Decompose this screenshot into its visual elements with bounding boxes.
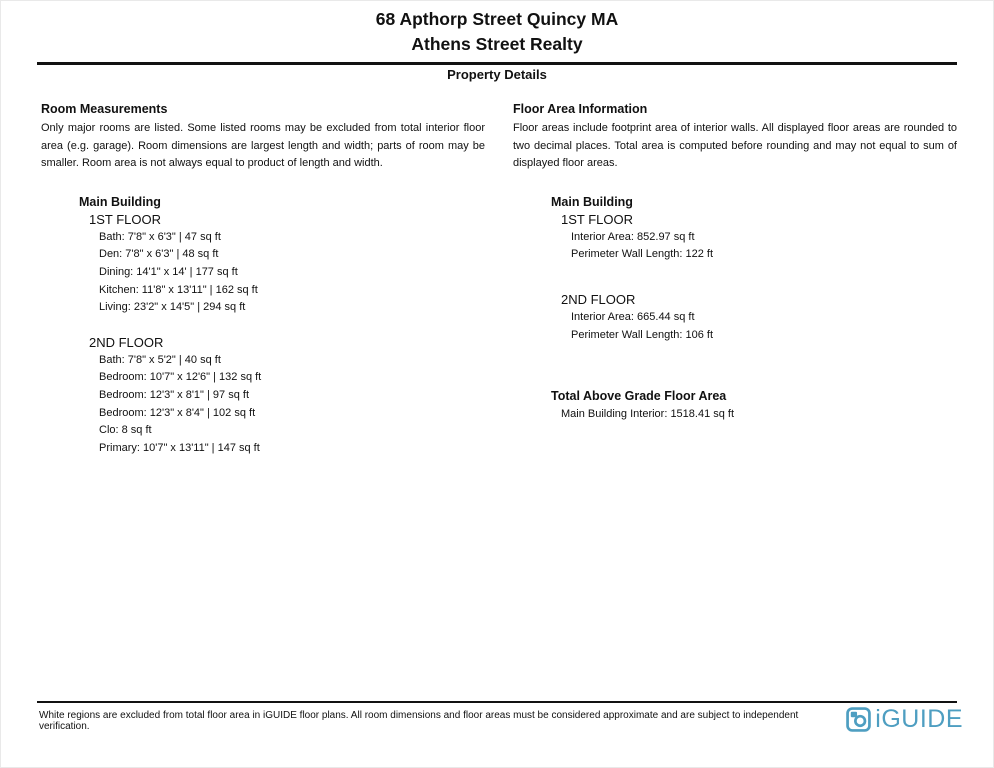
room-entry: Den: 7'8" x 6'3" | 48 sq ft [99,248,219,261]
iguide-logo [846,706,963,732]
property-address: 68 Apthorp Street Quincy MA [375,9,619,29]
page-title: Property Details [447,67,547,82]
floor-block-1st [79,211,485,317]
floor-area-block-1st [551,211,957,264]
room-measurements-section [41,102,485,457]
floor-area-block-2nd [551,291,957,344]
floor-area-heading: Floor Area Information [513,102,648,116]
footer-divider [37,701,957,703]
stat-entry: Interior Area: 665.44 sq ft [571,310,695,323]
room-measurements-building [41,193,485,458]
stat-entry: Interior Area: 852.97 sq ft [571,230,695,243]
room-list [89,229,485,317]
stat-entry: Perimeter Wall Length: 106 ft [571,328,714,341]
header-divider [37,62,957,65]
room-entry: Clo: 8 sq ft [99,424,152,437]
total-floor-area-entry: Main Building Interior: 1518.41 sq ft [561,408,735,421]
floor-area-building [513,193,957,344]
realty-name: Athens Street Realty [411,34,583,54]
report-header [1,7,993,57]
iguide-logo-text: iGUIDE [875,705,963,733]
room-entry: Living: 23'2" x 14'5" | 294 sq ft [99,301,246,314]
stat-list [561,309,957,344]
stat-list [561,229,957,264]
room-entry: Kitchen: 11'8" x 13'11" | 162 sq ft [99,283,258,296]
floor-name: 2ND FLOOR [561,291,636,307]
floor-area-section [513,102,957,457]
floor-block-2nd [79,334,485,458]
content-columns [41,102,957,457]
floor-name: 1ST FLOOR [561,211,634,227]
total-floor-area [513,387,957,423]
footer-disclaimer: White regions are excluded from total floor area in iGUIDE floor plans. All room dimensions and floor areas must be considered approximate and are subject to independent verification. [39,710,799,732]
room-list [89,352,485,458]
room-entry: Bath: 7'8" x 5'2" | 40 sq ft [99,353,221,366]
room-entry: Bath: 7'8" x 6'3" | 47 sq ft [99,230,221,243]
room-entry: Bedroom: 10'7" x 12'6" | 132 sq ft [99,371,262,384]
total-floor-area-heading: Total Above Grade Floor Area [551,389,727,404]
room-entry: Dining: 14'1" x 14' | 177 sq ft [99,265,238,278]
room-measurements-description: Only major rooms are listed. Some listed rooms may be excluded from total interior floor area (e.g. garage). Room dimensions are largest length and width; parts of room may be smaller. Room area is not always equal to product of length and width. [41,122,485,170]
stat-entry: Perimeter Wall Length: 122 ft [571,248,714,261]
building-name: Main Building [79,194,161,209]
building-name: Main Building [551,194,633,209]
footer [39,706,963,732]
iguide-camera-icon [846,707,871,732]
room-entry: Primary: 10'7" x 13'11" | 147 sq ft [99,441,260,454]
floor-name: 1ST FLOOR [89,211,162,227]
floor-name: 2ND FLOOR [89,334,164,350]
floor-area-description: Floor areas include footprint area of interior walls. All displayed floor areas are rounded to two decimal places. Total area is computed before rounding and may not equal to sum of displayed floor areas. [513,122,957,170]
room-entry: Bedroom: 12'3" x 8'4" | 102 sq ft [99,406,256,419]
room-measurements-heading: Room Measurements [41,102,168,116]
room-entry: Bedroom: 12'3" x 8'1" | 97 sq ft [99,388,250,401]
